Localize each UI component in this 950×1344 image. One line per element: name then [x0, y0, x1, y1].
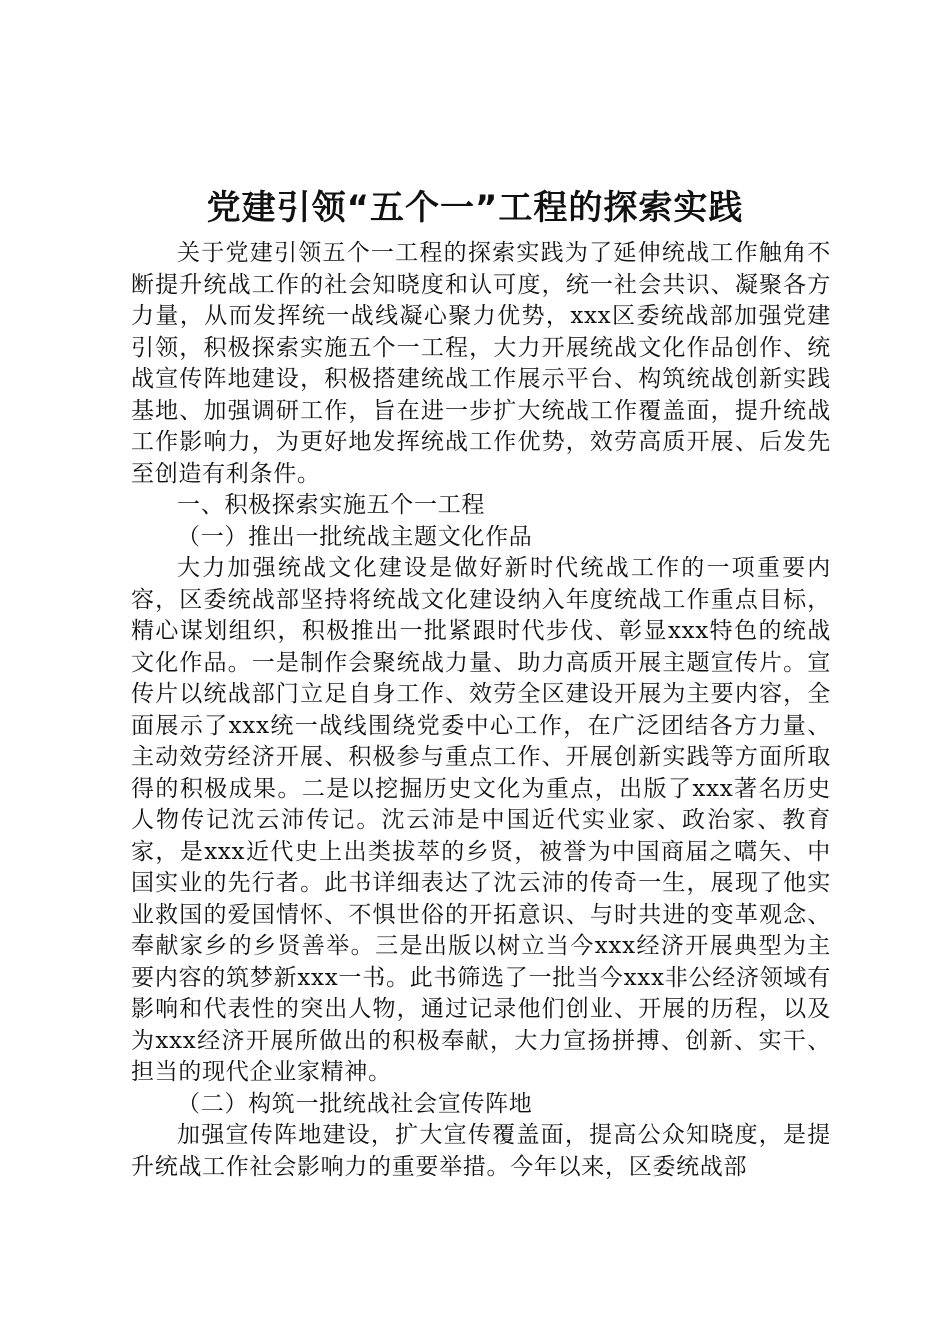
document-title: 党建引领“五个一”工程的探索实践 — [206, 188, 744, 228]
subsection-1-paragraph: 大力加强统战文化建设是做好新时代统战工作的一项重要内容，区委统战部坚持将统战文化建设纳入年度统战工作重点目标，精心谋划组织，积极推出一批紧跟时代步伐、彰显xxx特色的统战文化作品。一是制作会聚统战力量、助力高质开展主题宣传片。宣传片以统战部门立足自身工作、效劳全区建设开展为主要内容，全面展示了xxx统一战线围绕党委中心工作，在广泛团结各方力量、主动效劳经济开展、积极参与重点工作、开展创新实践等方面所取得的积极成果。二是以挖掘历史文化为重点，出版了xxx著名历史人物传记沈云沛传记。沈云沛是中国近代实业家、政治家、教育家，是xxx近代史上出类拔萃的乡贤，被誉为中国商届之嚆矢、中国实业的先行者。此书详细表达了沈云沛的传奇一生，展现了他实业救国的爱国情怀、不惧世俗的开拓意识、与时共进的变革观念、奉献家乡的乡贤善举。三是出版以树立当今xxx经济开展典型为主要内容的筑梦新xxx一书。此书筛选了一批当今xxx非公经济领域有影响和代表性的突出人物，通过记录他们创业、开展的历程，以及为xxx经济开展所做出的积极奉献，大力宣扬拼搏、创新、实干、担当的现代企业家精神。 — [131, 555, 831, 1085]
intro-paragraph: 关于党建引领五个一工程的探索实践为了延伸统战工作触角不断提升统战工作的社会知晓度和认可度，统一社会共识、凝聚各方力量，从而发挥统一战线凝心聚力优势，xxx区委统战部加强党建引领，积极探索实施五个一工程，大力开展统战文化作品创作、统战宣传阵地建设，积极搭建统战工作展示平台、构筑统战创新实践基地、加强调研工作，旨在进一步扩大统战工作覆盖面，提升统战工作影响力，为更好地发挥统战工作优势，效劳高质开展、后发先至创造有利条件。 — [131, 240, 831, 487]
document-body — [131, 238, 831, 1183]
section-heading-1: 一、积极探索实施五个一工程 — [177, 492, 486, 518]
subsection-2-paragraph: 加强宣传阵地建设，扩大宣传覆盖面，提高公众知晓度，是提升统战工作社会影响力的重要举措。今年以来，区委统战部 — [131, 1122, 831, 1180]
subsection-heading-2: （二）构筑一批统战社会宣传阵地 — [177, 1090, 533, 1117]
subsection-heading-1: （一）推出一批统战主题文化作品 — [177, 523, 533, 550]
